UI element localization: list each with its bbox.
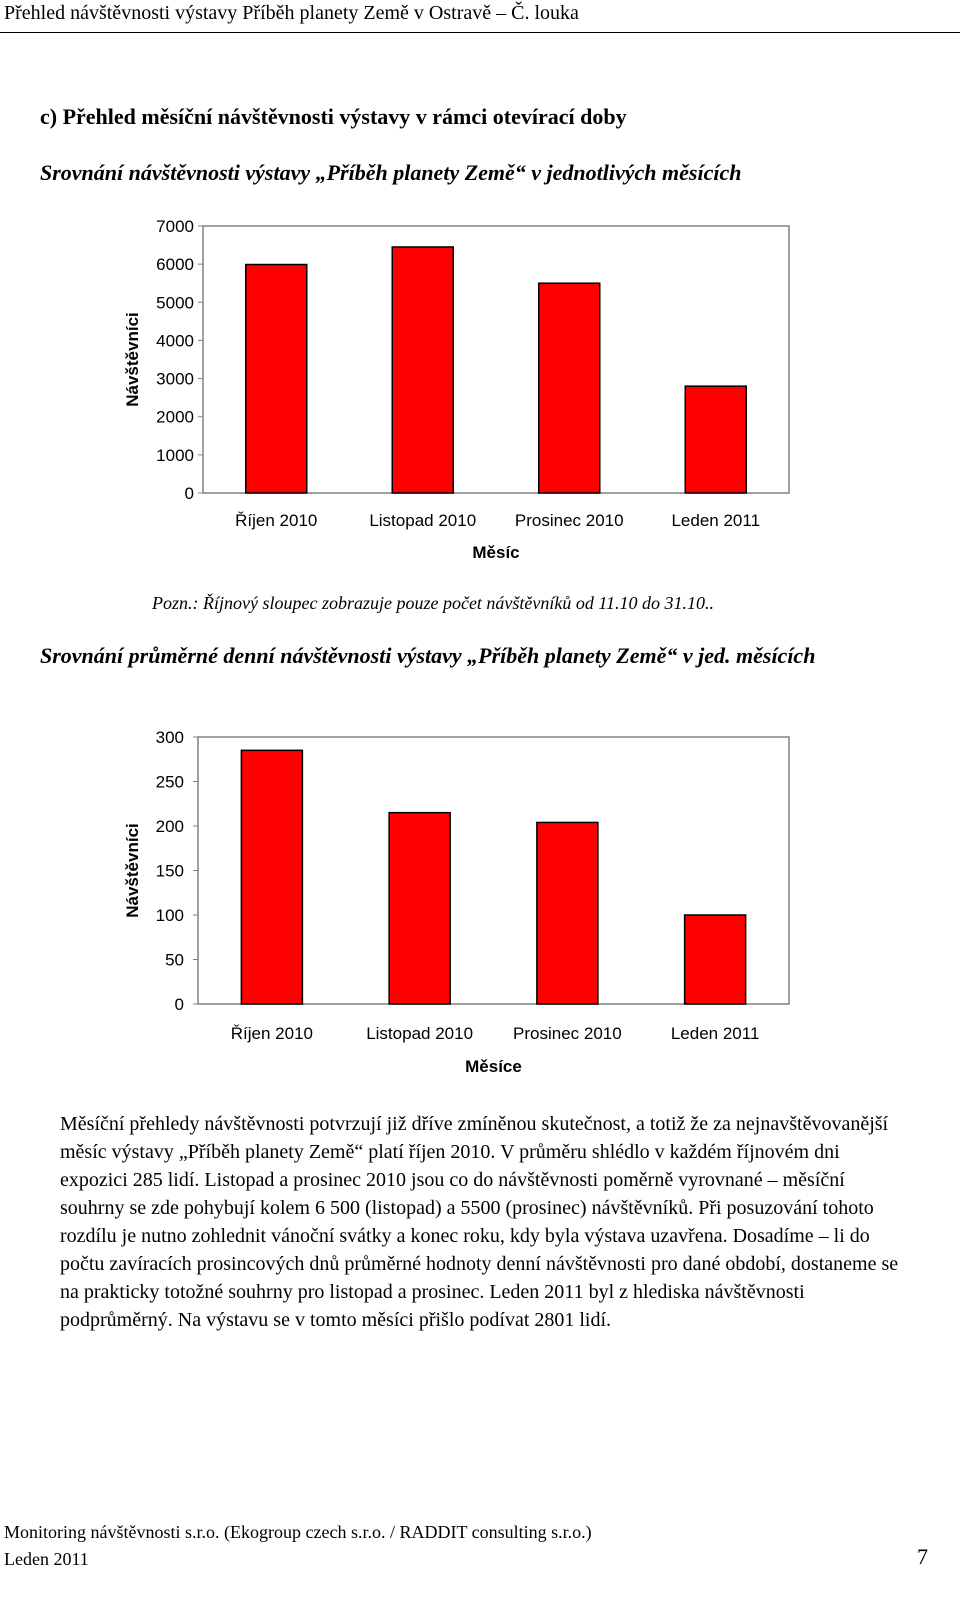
chart1-bar: [246, 265, 307, 493]
chart2-title: Srovnání průměrné denní návštěvnosti výstavy „Příběh planety Země“ v jed. měsících: [40, 643, 816, 668]
chart2-x-tick-label: Leden 2011: [670, 1024, 760, 1043]
chart2-y-tick-label: 100: [155, 906, 184, 925]
footer-company: Monitoring návštěvnosti s.r.o. (Ekogroup czech s.r.o. / RADDIT consulting s.r.o.): [4, 1522, 592, 1542]
chart1-x-tick-label: Říjen 2010: [235, 511, 318, 530]
chart1-y-tick-label: 3000: [156, 369, 194, 389]
chart1-y-tick-label: 6000: [156, 255, 194, 275]
chart2-x-tick-label: Listopad 2010: [366, 1024, 474, 1043]
daily-average-visitors-chart: [0, 715, 960, 1090]
chart1-y-tick-label: 1000: [156, 445, 194, 465]
page-number: 7: [917, 1544, 928, 1569]
running-header: Přehled návštěvnosti výstavy Příběh planety Země v Ostravě – Č. louka: [4, 2, 579, 24]
chart1-bar: [685, 386, 746, 493]
chart1-x-tick-label: Prosinec 2010: [514, 511, 624, 530]
chart1-y-tick-label: 0: [184, 484, 194, 503]
chart2-y-tick-label: 0: [174, 995, 184, 1014]
section-heading: c) Přehled měsíční návštěvnosti výstavy v rámci otevírací doby: [40, 104, 627, 129]
footer: [4, 1519, 592, 1573]
chart1-y-tick-label: 2000: [156, 407, 194, 427]
chart2-y-tick-label: 150: [155, 861, 184, 881]
chart1-x-tick-label: Listopad 2010: [369, 511, 477, 530]
chart1-bar: [392, 247, 453, 493]
chart1-bar: [539, 283, 600, 493]
chart2-bar: [389, 813, 450, 1004]
footer-date: Leden 2011: [4, 1549, 89, 1569]
chart1-x-tick-label: Leden 2011: [671, 511, 761, 530]
chart2-y-tick-label: 300: [155, 728, 184, 747]
body-paragraph: Měsíční přehledy návštěvnosti potvrzují již dříve zmíněnou skutečnost, a totiž že za nejnavštěvovanější měsíc výstavy „Příběh planety Země“ platí říjen 2010. V průměru shlédlo v každém říjnovém dni expozici 285 lidí. Listopad a prosinec 2010 jsou co do návštěvnosti poměrně vyrovnané – měsíční souhrny se zde pohybují kolem 6 500 (listopad) a 5500 (prosinec) návštěvníků. Při posuzování tohoto rozdílu je nutno zohlednit vánoční svátky a konec roku, kdy byla výstava uzavřena. Dosadíme – li do počtu zavíracích prosincových dnů průměrné hodnoty denní návštěvnosti pro dané období, dostaneme se na prakticky totožné souhrny pro listopad a prosinec. Leden 2011 byl z hlediska návštěvnosti podprůměrný. Na výstavu se v tomto měsíci přišlo podívat 2801 lidí.: [60, 1113, 899, 1331]
chart2-x-axis-title: Měsíce: [465, 1057, 522, 1076]
chart1-y-tick-label: 4000: [156, 331, 194, 351]
chart1-y-tick-label: 7000: [156, 217, 194, 236]
chart2-x-tick-label: Říjen 2010: [230, 1024, 313, 1043]
chart2-bar: [685, 915, 746, 1004]
chart2-y-axis-title: Návštěvníci: [123, 823, 142, 918]
chart2-bar: [537, 822, 598, 1004]
chart1-note: Pozn.: Říjnový sloupec zobrazuje pouze počet návštěvníků od 11.10 do 31.10..: [152, 593, 715, 613]
chart2-y-tick-label: 200: [155, 817, 184, 836]
chart1-title: Srovnání návštěvnosti výstavy „Příběh planety Země“ v jednotlivých měsících: [40, 160, 742, 185]
chart2-y-tick-label: 250: [155, 772, 184, 792]
chart1-x-axis-title: Měsíc: [472, 543, 520, 562]
chart1-y-axis-title: Návštěvníci: [123, 312, 142, 407]
chart2-x-tick-label: Prosinec 2010: [513, 1024, 622, 1043]
monthly-visitors-chart: [0, 200, 960, 580]
header-divider: [0, 32, 960, 33]
chart1-y-tick-label: 5000: [156, 293, 194, 313]
chart2-bar: [241, 750, 302, 1004]
chart2-y-tick-label: 50: [165, 950, 184, 970]
